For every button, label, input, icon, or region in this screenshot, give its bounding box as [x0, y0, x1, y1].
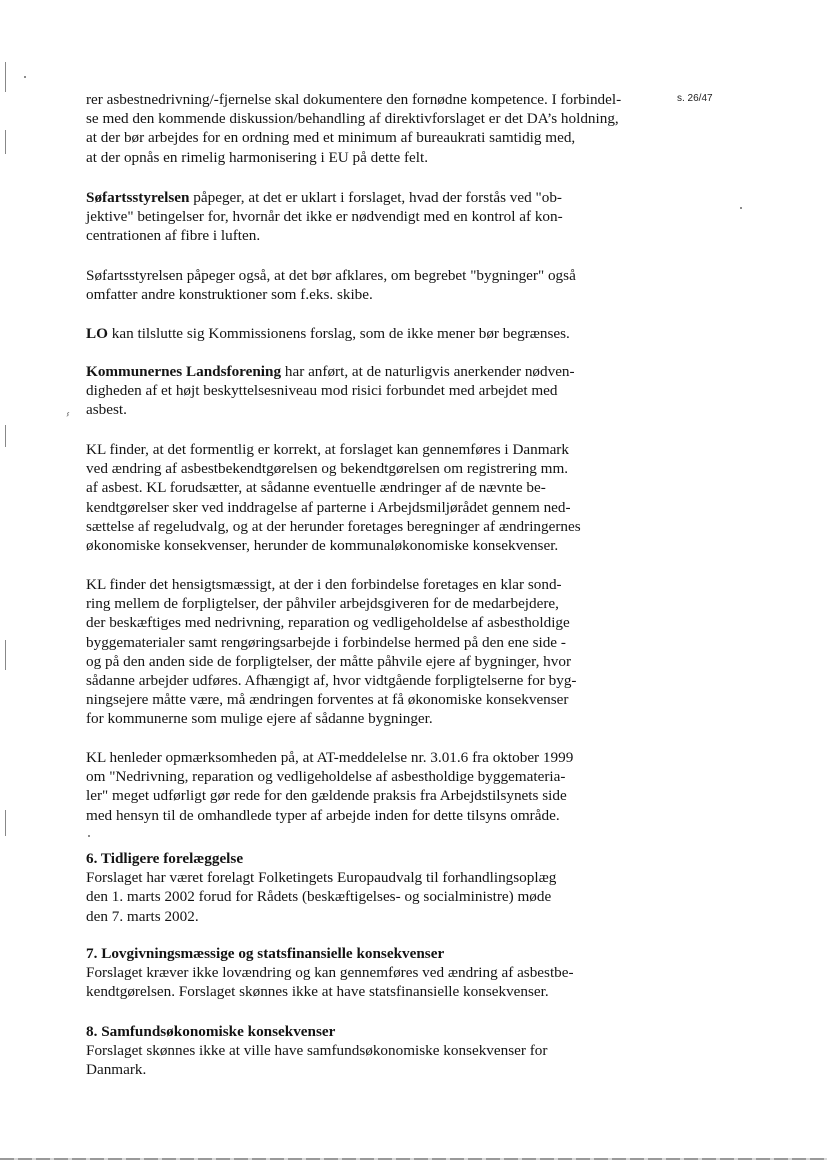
scan-margin-mark	[5, 425, 6, 447]
text-line: byggematerialer samt rengøringsarbejde i forbindelse hermed på den ene side -	[86, 633, 566, 651]
scan-margin-mark	[5, 810, 6, 836]
text-line: Danmark.	[86, 1061, 147, 1079]
scan-speck: ⸯ	[62, 413, 69, 427]
text-line: og på den anden side de forpligtelser, der måtte påhvile ejere af bygninger, hvor	[86, 652, 572, 670]
paragraph-kl-henleder	[86, 748, 573, 825]
bold-lead: Kommunernes Landsforening	[86, 363, 282, 380]
page-number: s. 26/47	[677, 93, 713, 104]
text-line: KL finder, at det formentlig er korrekt, at forslaget kan gennemføres i Danmark	[86, 441, 569, 458]
text-line: asbest.	[86, 401, 127, 419]
paragraph-kl-finder	[86, 440, 581, 555]
paragraph-kommunernes-landsforening	[86, 362, 575, 420]
text-line: den 7. marts 2002.	[86, 907, 199, 925]
text-line: centrationen af fibre i luften.	[86, 227, 261, 245]
paragraph-kl-hensigtsmaessigt	[86, 575, 576, 729]
text-line: se med den kommende diskussion/behandling af direktivforslaget er det DA’s holdning,	[86, 110, 619, 128]
paragraph-lo	[86, 324, 570, 343]
text-line: Forslaget skønnes ikke at ville have samfundsøkonomiske konsekvenser for	[86, 1042, 548, 1060]
text-line: rer asbestnedrivning/-fjernelse skal dokumentere den fornødne kompetence. I forbindel-	[86, 91, 622, 108]
text-line: kendtgørelser sker ved inddragelse af parterne i Arbejdsmiljørådet gennem ned-	[86, 498, 571, 516]
text-line: sættelse af regeludvalg, og at der herunder foretages beregninger af ændringernes	[86, 517, 581, 535]
scan-speck	[24, 76, 26, 78]
scan-bottom-edge	[0, 1158, 827, 1160]
text-line: KL finder det hensigtsmæssigt, at der i den forbindelse foretages en klar sond-	[86, 576, 562, 593]
section-lovgivningsmaessige-konsekvenser	[86, 944, 574, 1002]
section-heading: 7. Lovgivningsmæssige og statsfinansielle konsekvenser	[86, 945, 445, 962]
section-heading: 8. Samfundsøkonomiske konsekvenser	[86, 1023, 336, 1040]
text-line: KL henleder opmærksomheden på, at AT-meddelelse nr. 3.01.6 fra oktober 1999	[86, 749, 574, 766]
scan-margin-mark	[5, 62, 6, 92]
text-line: Forslaget kræver ikke lovændring og kan gennemføres ved ændring af asbestbe-	[86, 964, 574, 982]
scan-margin-mark	[5, 130, 6, 154]
text-line: for kommunerne som mulige ejere af sådanne bygninger.	[86, 710, 433, 728]
text-run: påpeger, at det er uklart i forslaget, hvad der forstås ved "ob-	[189, 189, 562, 206]
paragraph-da-holding	[86, 90, 621, 167]
text-line: ring mellem de forpligtelser, der påhviler arbejdsgiveren for de medarbejdere,	[86, 595, 559, 613]
text-line: Forslaget har været forelagt Folketingets Europaudvalg til forhandlingsoplæg	[86, 869, 557, 887]
text-line: jektive" betingelser for, hvornår det ikke er nødvendigt med en kontrol af kon-	[86, 208, 563, 226]
scan-speck	[88, 835, 90, 837]
text-line: om "Nedrivning, reparation og vedligeholdelse af asbestholdige byggemateria-	[86, 768, 566, 786]
text-line: af asbest. KL forudsætter, at sådanne eventuelle ændringer af de nævnte be-	[86, 479, 546, 497]
text-line: at der bør arbejdes for en ordning med et minimum af bureaukrati samtidig med,	[86, 129, 576, 147]
text-line: Søfartsstyrelsen påpeger også, at det bør afklares, om begrebet "bygninger" også	[86, 267, 576, 284]
text-line: der beskæftiges med nedrivning, reparation og vedligeholdelse af asbestholdige	[86, 614, 570, 632]
scan-speck	[740, 207, 742, 209]
text-run: kan tilslutte sig Kommissionens forslag, som de ikke mener bør begrænses.	[107, 325, 570, 342]
text-line: digheden af et højt beskyttelsesniveau mod risici forbundet med arbejdet med	[86, 382, 558, 400]
text-line: økonomiske konsekvenser, herunder de kommunaløkonomiske konsekvenser.	[86, 537, 559, 555]
text-line: ved ændring af asbestbekendtgørelsen og bekendtgørelsen om registrering mm.	[86, 460, 569, 478]
text-line	[86, 324, 570, 343]
bold-lead: LO	[86, 325, 108, 342]
text-run: har anført, at de naturligvis anerkender nødven-	[281, 363, 575, 380]
section-heading: 6. Tidligere forelæggelse	[86, 850, 244, 867]
text-line: at der opnås en rimelig harmonisering i EU på dette felt.	[86, 148, 429, 166]
paragraph-sofartsstyrelsen-bygninger	[86, 266, 576, 304]
bold-lead: Søfartsstyrelsen	[86, 189, 190, 206]
text-line: kendtgørelsen. Forslaget skønnes ikke at have statsfinansielle konsekvenser.	[86, 983, 549, 1001]
text-line: den 1. marts 2002 forud for Rådets (beskæftigelses- og socialministre) møde	[86, 888, 552, 906]
paragraph-sofartsstyrelsen	[86, 188, 563, 246]
text-line: med hensyn til de omhandlede typer af arbejde inden for dette tilsyns område.	[86, 806, 560, 824]
section-tidligere-forelaeggelse	[86, 849, 556, 926]
text-line: sådanne arbejder udføres. Afhængigt af, hvor vidtgående forpligtelserne for byg-	[86, 672, 577, 690]
text-line	[86, 362, 575, 381]
text-line	[86, 188, 563, 207]
section-samfundsokonomiske-konsekvenser	[86, 1022, 547, 1080]
text-line: ningsejere måtte være, må ændringen forventes at få økonomiske konsekvenser	[86, 691, 569, 709]
text-line: ler" meget udførligt gør rede for den gældende praksis fra Arbejdstilsynets side	[86, 787, 567, 805]
text-line: omfatter andre konstruktioner som f.eks. skibe.	[86, 286, 373, 304]
scan-margin-mark	[5, 640, 6, 670]
